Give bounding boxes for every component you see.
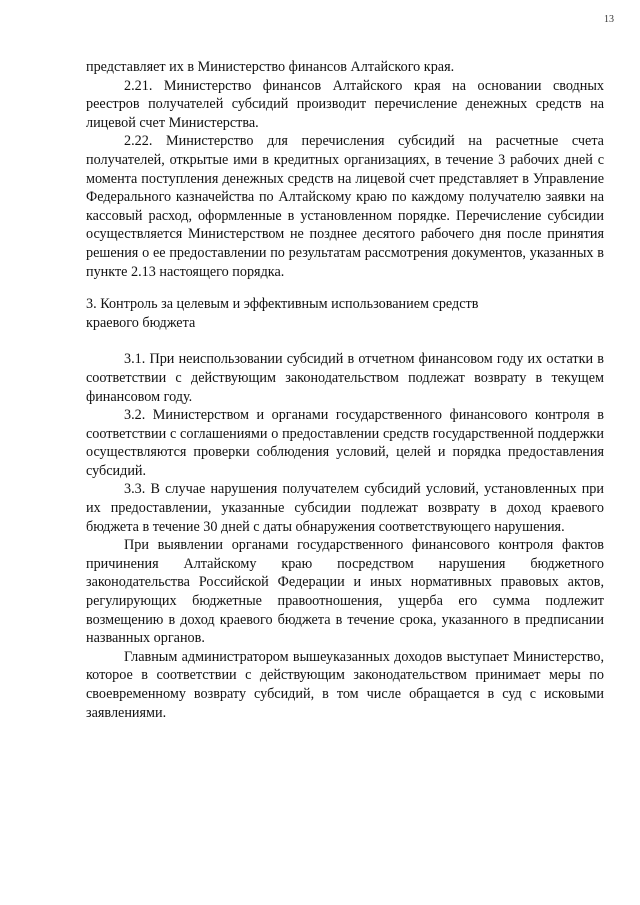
- paragraph-2-21: 2.21. Министерство финансов Алтайского края на основании сводных реестров получателей субсидий производит перечисление денежных средств на лицевой счет Министерства.: [86, 77, 604, 131]
- section-title-line-2: краевого бюджета: [86, 314, 196, 331]
- paragraph-continuation: представляет их в Министерство финансов Алтайского края.: [86, 59, 455, 75]
- paragraph-administrator: Главным администратором вышеуказанных доходов выступает Министерство, которое в соответствии с действующим законодательством принимает меры по своевременному возврату субсидий, в том числе обращается в суд с исковыми заявлениями.: [86, 648, 604, 721]
- page-number: 13: [604, 14, 614, 25]
- page-body: [86, 58, 604, 722]
- paragraph-control-findings: При выявлении органами государственного финансового контроля фактов причинения Алтайскому краю посредством нарушения бюджетного законодательства Российской Федерации и иных нормативных правовых актов, регулирующих бюджетные правоотношения, ущерба его сумма подлежит возмещению в доход краевого бюджета в течение срока, указанного в предписании названных органов.: [86, 537, 604, 647]
- paragraph-3-2: 3.2. Министерством и органами государственного финансового контроля в соответствии с соглашениями о предоставлении средств государственной поддержки осуществляются проверки соблюдения условий, целей и порядка предоставления субсидий.: [86, 407, 604, 479]
- paragraph-2-22: 2.22. Министерство для перечисления субсидий на расчетные счета получателей, открытые ими в кредитных организациях, в течение 3 рабочих дней с момента поступления денежных средств на лицевой счет представляет в Управление Федерального казначейства по Алтайскому краю по каждому получателю заявки на кассовый расход, оформленные в установленном порядке. Перечисление субсидии осуществляется Министерством не позднее десятого рабочего дня после принятия решения о ее предоставлении по результатам рассмотрения документов, указанных в пункте 2.13 настоящего порядка.: [86, 133, 604, 280]
- paragraph-3-3: 3.3. В случае нарушения получателем субсидий условий, установленных при их предоставлении, указанные субсидии подлежат возврату в доход краевого бюджета в течение 30 дней с даты обнаружения соответствующего нарушения.: [86, 481, 604, 535]
- paragraph-3-1: 3.1. При неиспользовании субсидий в отчетном финансовом году их остатки в соответствии с действующим законодательством подлежат возврату в текущем финансовом году.: [86, 351, 604, 405]
- section-title: [86, 295, 604, 332]
- section-title-line-1: 3. Контроль за целевым и эффективным использованием средств: [86, 296, 479, 313]
